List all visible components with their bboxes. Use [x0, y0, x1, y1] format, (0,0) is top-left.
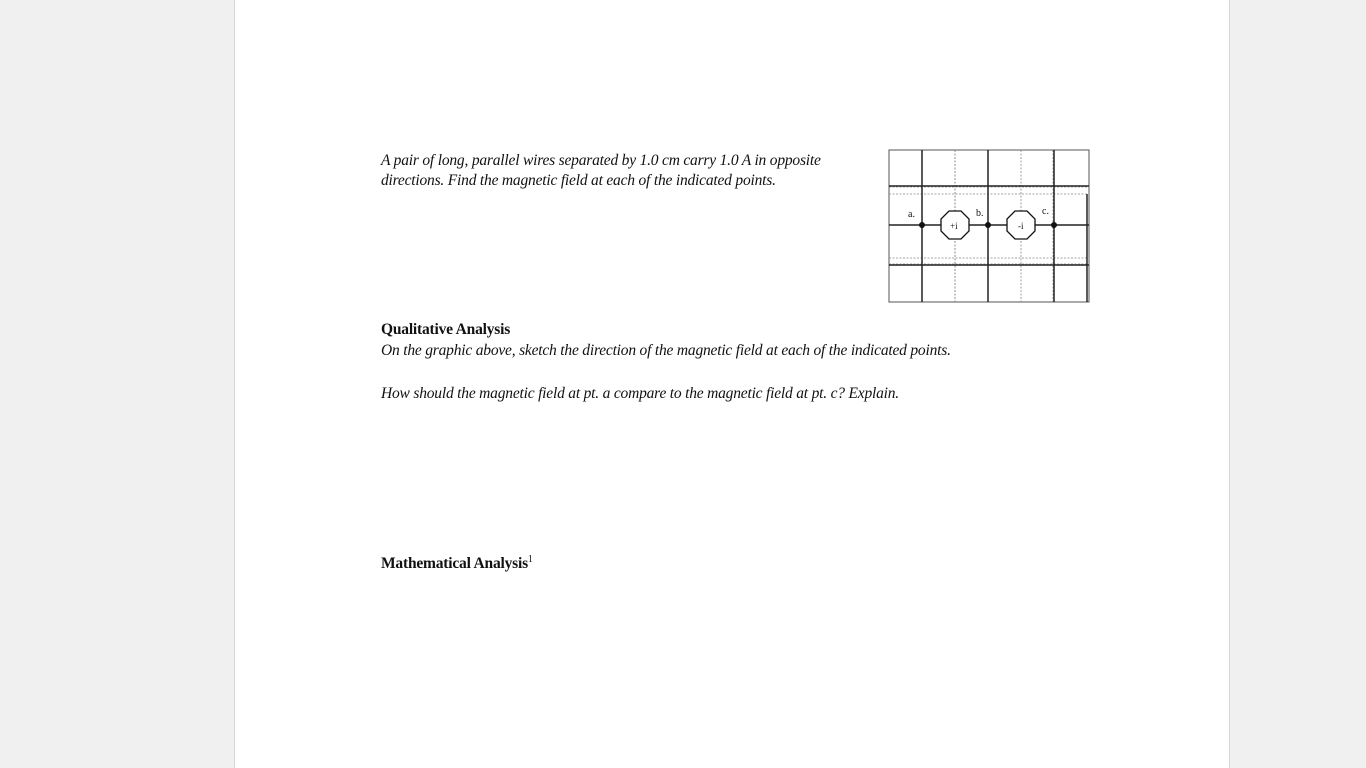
mathematical-heading-text: Mathematical Analysis [381, 555, 528, 572]
qualitative-heading: Qualitative Analysis [381, 321, 511, 338]
problem-line-2: directions. Find the magnetic field at each of the indicated points. [381, 172, 776, 189]
wire-minus-label: -i [1018, 221, 1024, 231]
footnote-reference[interactable]: 1 [527, 553, 533, 565]
mathematical-heading [381, 554, 533, 573]
point-a-label: a. [908, 209, 915, 220]
qualitative-instruction: On the graphic above, sketch the direction of the magnetic field at each of the indicated points. [381, 342, 951, 359]
point-b-label: b. [976, 208, 984, 219]
wire-grid-diagram [887, 148, 1091, 304]
point-b-dot [985, 222, 991, 228]
point-c-label: c. [1042, 206, 1049, 217]
problem-line-1: A pair of long, parallel wires separated by 1.0 cm carry 1.0 A in opposite [381, 152, 821, 169]
point-a-dot [919, 222, 925, 228]
point-c-dot [1051, 222, 1057, 228]
qualitative-question: How should the magnetic field at pt. a compare to the magnetic field at pt. c? Explain. [381, 385, 899, 402]
wire-plus-label: +i [950, 221, 958, 231]
